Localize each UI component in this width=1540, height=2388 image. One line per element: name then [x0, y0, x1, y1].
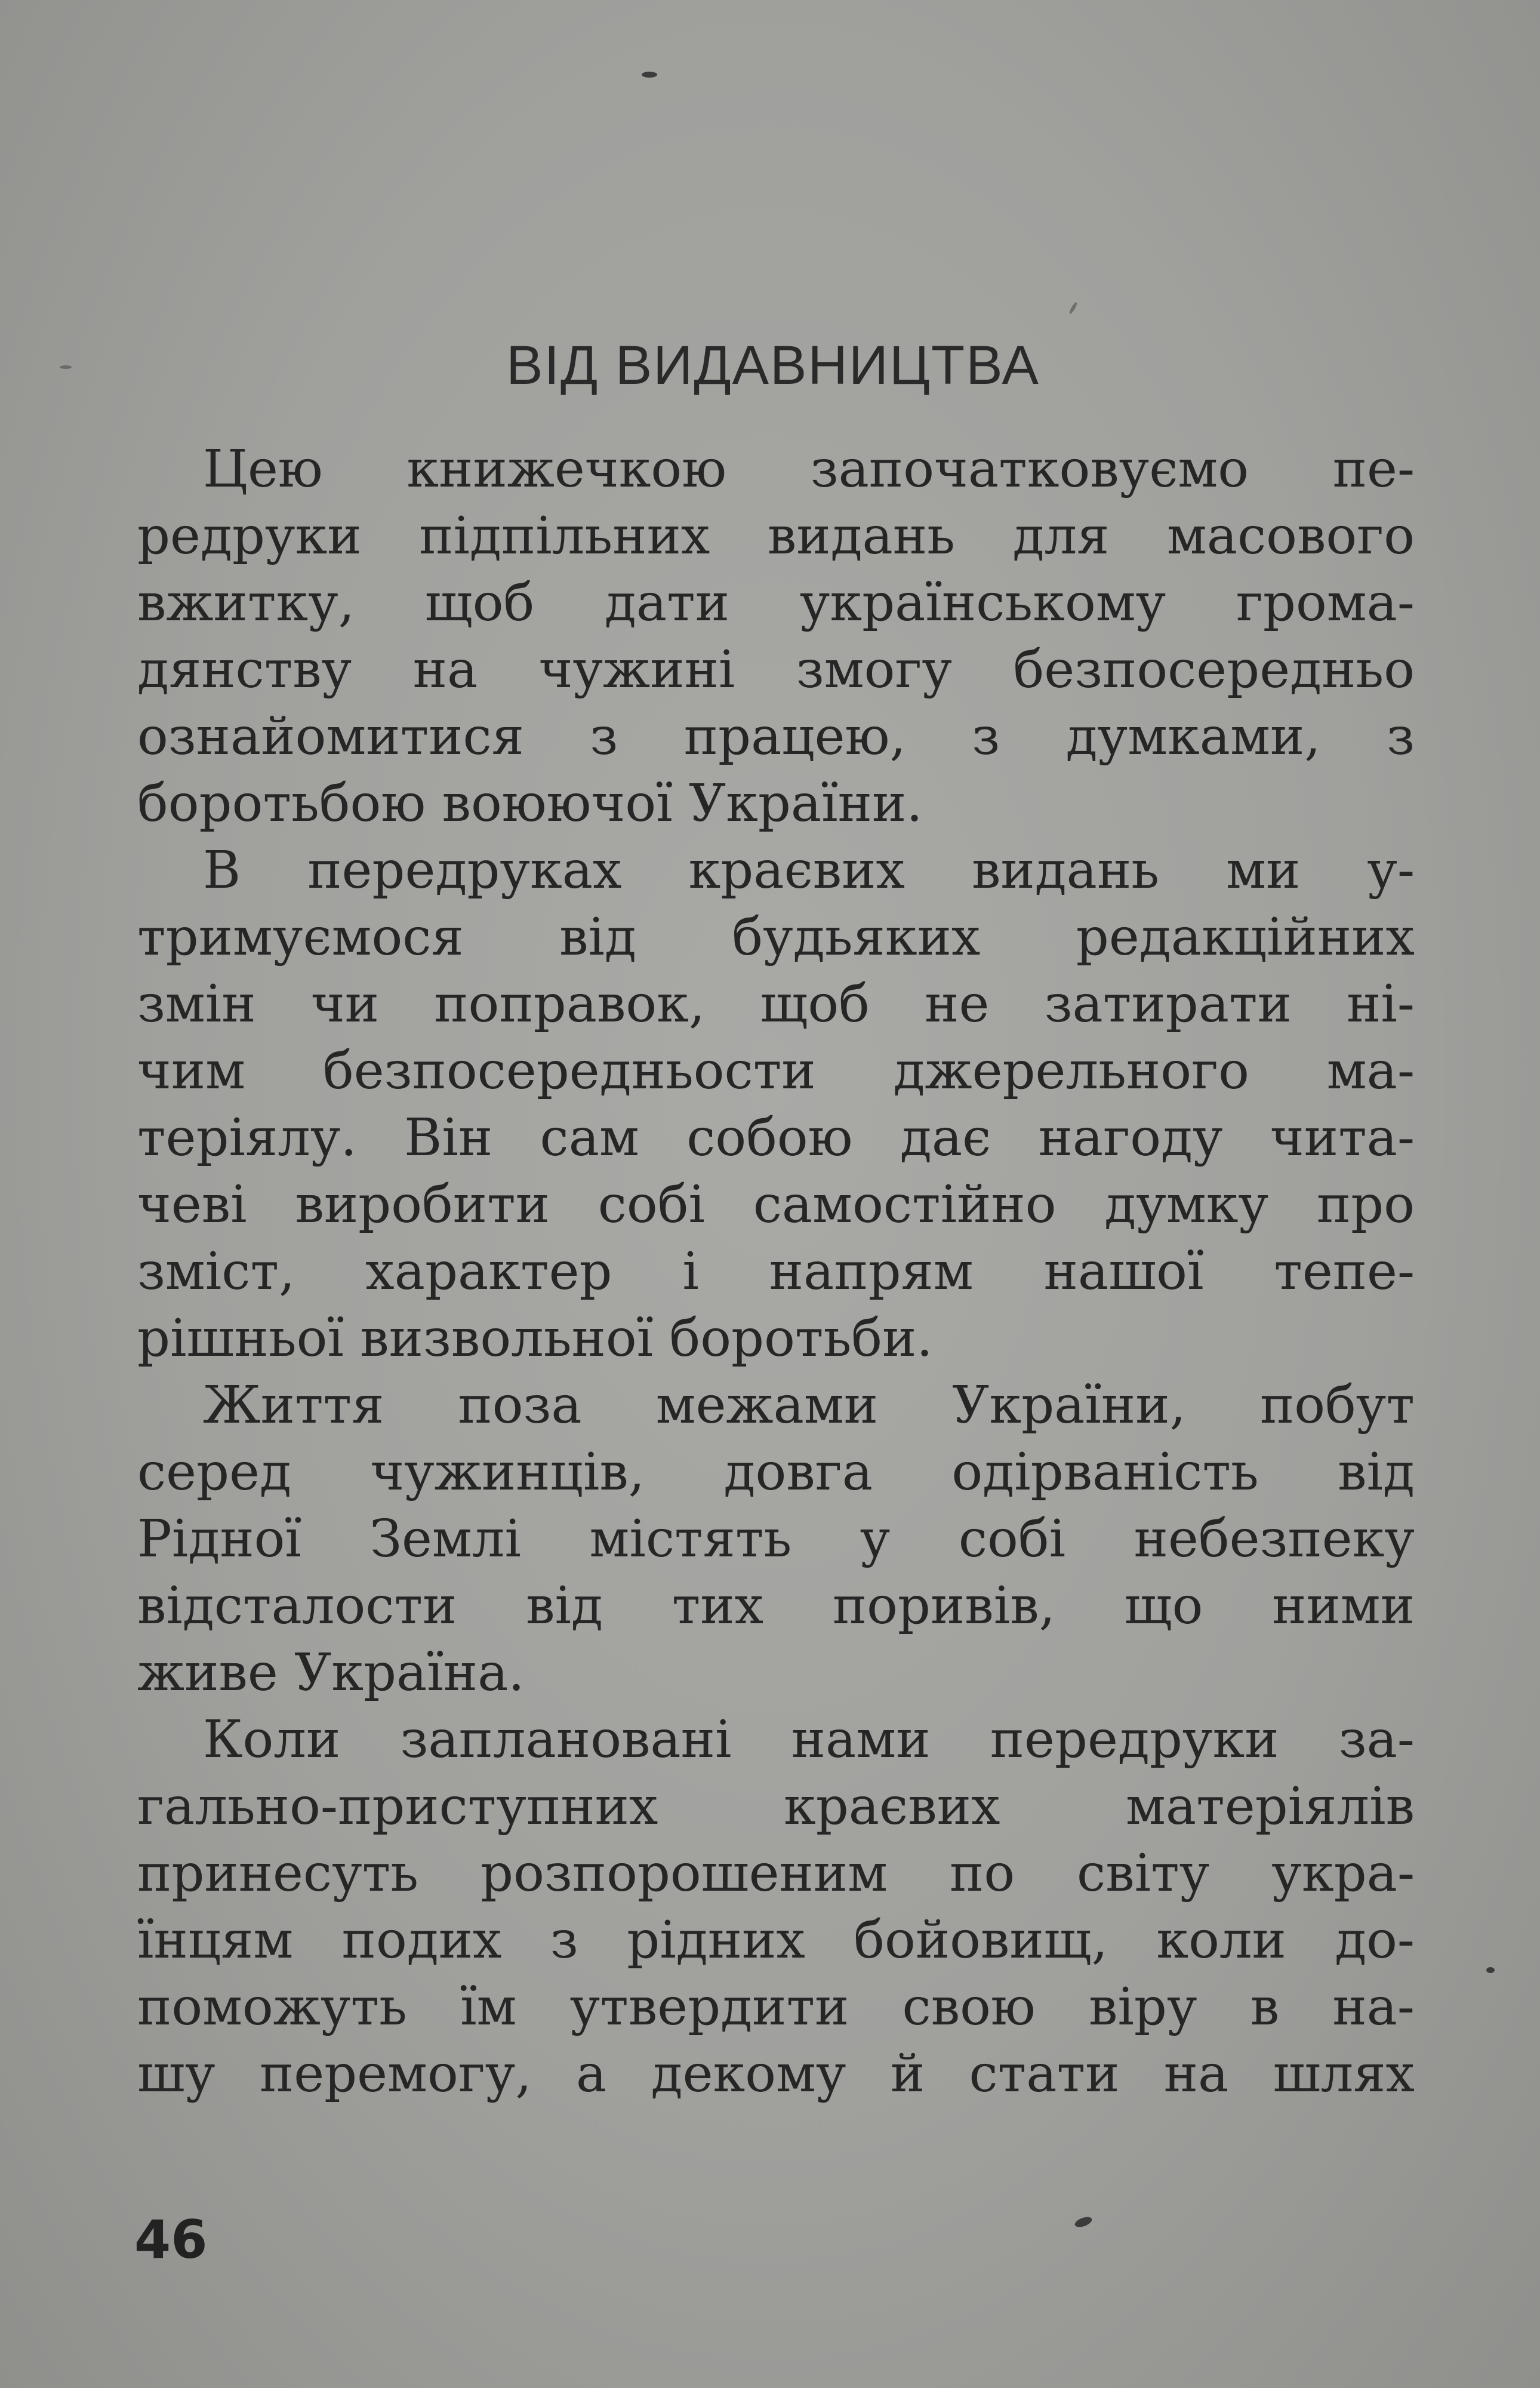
text-line: їнцям подих з рідних бойовищ, коли до-: [137, 1910, 1415, 1970]
text-line: Рідної Землі містять у собі небезпеку: [137, 1509, 1415, 1569]
text-line: шу перемогу, а декому й стати на шлях: [137, 2044, 1415, 2104]
text-line: гально-приступних краєвих матеріялів: [137, 1777, 1415, 1836]
text-line: тримуємося від будьяких редакційних: [137, 907, 1415, 967]
text-line: принесуть розпорошеним по світу укра-: [137, 1844, 1415, 1903]
text-line: чеві виробити собі самостійно думку про: [137, 1175, 1415, 1235]
text-line: рішньої визвольної боротьби.: [137, 1309, 933, 1368]
text-line: змін чи поправок, щоб не затирати ні-: [137, 974, 1415, 1034]
page-number: 46: [134, 2209, 208, 2270]
text-line: вжитку, щоб дати українському грома-: [137, 573, 1415, 633]
text-line: зміст, характер і напрям нашої тепе-: [137, 1242, 1415, 1301]
paper-speck: [1074, 2215, 1094, 2229]
text-line: редруки підпільних видань для масового: [137, 506, 1415, 566]
paragraph-3: [137, 1372, 1415, 1706]
text-line: дянству на чужині змогу безпосередньо: [137, 640, 1415, 700]
paper-speck: [1068, 301, 1078, 315]
paragraph-1: [137, 436, 1415, 837]
text-line: чим безпосередньости джерельного ма-: [137, 1041, 1415, 1101]
text-line: живе Україна.: [137, 1643, 525, 1703]
paper-speck: [642, 72, 657, 78]
text-line: поможуть їм утвердити свою віру в на-: [137, 1977, 1415, 2037]
text-line: відсталости від тих поривів, що ними: [137, 1576, 1415, 1636]
text-line: Життя поза межами України, побут: [203, 1375, 1415, 1435]
text-line: В передруках краєвих видань ми у-: [203, 841, 1415, 900]
text-line: боротьбою воюючої України.: [137, 774, 923, 833]
paragraph-2: [137, 837, 1415, 1372]
paper-speck: [60, 365, 72, 369]
text-line: теріялу. Він сам собою дає нагоду чита-: [137, 1108, 1415, 1168]
body-text: [137, 436, 1415, 2107]
text-line: Коли заплановані нами передруки за-: [203, 1710, 1415, 1770]
page-title: ВІД ВИДАВНИЦТВА: [506, 335, 1040, 396]
text-line: Цею книжечкою започатковуємо пе-: [203, 439, 1415, 499]
paragraph-4: [137, 1706, 1415, 2107]
paper-speck: [1486, 1967, 1495, 1973]
text-line: ознайомитися з працею, з думками, з: [137, 707, 1415, 767]
text-line: серед чужинців, довга одірваність від: [137, 1442, 1415, 1502]
